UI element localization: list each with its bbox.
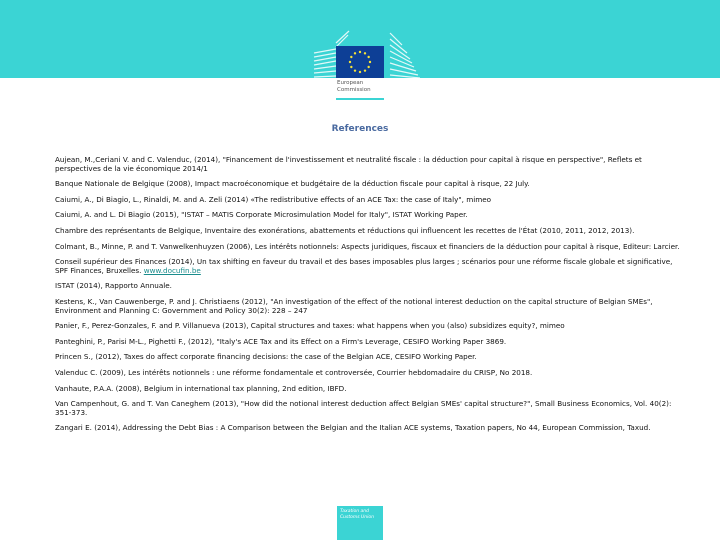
star-icon	[350, 56, 352, 58]
reference-item: Panteghini, P., Parisi M-L., Pighetti F., (2012), "Italy's ACE Tax and its Effect on a Firm's Leverage, CESIFO Working Paper 3869.	[55, 336, 507, 346]
footer-label-line: Taxation and	[340, 509, 369, 514]
reference-item: Chambre des représentants de Belgique, Inventaire des exonérations, abattements et réductions qui influencent les recettes de l'État (2010, 2011, 2012, 2013).	[55, 225, 635, 235]
star-icon	[354, 69, 356, 71]
star-icon	[367, 56, 369, 58]
reference-item: Colmant, B., Minne, P. and T. Vanwelkenhuyzen (2006), Les intérêts notionnels: Aspects juridiques, fiscaux et financiers de la déduction pour capital à risque, Editeur: Larcier.	[55, 241, 680, 251]
star-icon	[359, 71, 361, 73]
reference-item: Banque Nationale de Belgique (2008), Impact macroéconomique et budgétaire de la déduction fiscale pour capital à risque, 22 July.	[55, 179, 530, 189]
reference-item: Zangari E. (2014), Addressing the Debt Bias : A Comparison between the Belgian and the Italian ACE systems, Taxation papers, No 44, European Commission, Taxud.	[55, 423, 651, 433]
reference-item: Princen S., (2012), Taxes do affect corporate financing decisions: the case of the Belgian ACE, CESIFO Working Paper.	[55, 352, 477, 362]
eu-flag-logo	[336, 46, 384, 78]
star-icon	[350, 66, 352, 68]
footer-label-line: Customs Union	[340, 515, 375, 520]
star-icon	[359, 51, 361, 53]
reference-item: Van Campenhout, G. and T. Van Caneghem (2013), "How did the notional interest deduction affect Belgian SMEs' capital structure?", Small Business Economics, Vol. 40(2): 351-373.	[55, 399, 672, 417]
docufin-link[interactable]: www.docufin.be	[143, 265, 201, 275]
reference-text: Conseil supérieur des Finances (2014), Un tax shifting en faveur du travail et des bases imposables plus larges ; scénarios pour une réforme fiscale globale et significative, SPF Finances, Bruxelles.	[55, 257, 673, 275]
reference-list	[55, 156, 685, 440]
reference-item: ISTAT (2014), Rapporto Annuale.	[55, 281, 172, 291]
reference-item: Kestens, K., Van Cauwenberge, P. and J. Christiaens (2012), "An investigation of the effect of the notional interest deduction on the capital structure of Belgian SMEs", Environment and Planning C: Government and Policy 30(2): 228 – 247	[55, 296, 653, 315]
star-icon	[349, 61, 351, 63]
star-icon	[364, 52, 366, 54]
logo-text-line: European	[337, 80, 364, 86]
reference-item	[55, 258, 685, 275]
reference-item: Aujean, M.,Ceriani V. and C. Valenduc, (2014), "Financement de l'investissement et neutralité fiscale : la déduction pour capital à risque en perspective", Reflets et perspectives de la vie économique 2014/1	[55, 155, 642, 173]
reference-item: Panier, F., Perez-Gonzales, F. and P. Villanueva (2013), Capital structures and taxes: what happens when you (also) subsidizes equity?, mimeo	[55, 321, 565, 331]
star-icon	[369, 61, 371, 63]
star-icon	[367, 66, 369, 68]
reference-item: Vanhaute, P.A.A. (2008), Belgium in international tax planning, 2nd edition, IBFD.	[55, 383, 347, 393]
reference-item: Valenduc C. (2009), Les intérêts notionnels : une réforme fondamentale et controversée, Courrier hebdomadaire du CRISP, No 2018.	[55, 367, 533, 377]
star-icon	[354, 52, 356, 54]
logo-underline	[336, 98, 384, 100]
taxation-customs-union-badge	[337, 506, 383, 540]
logo-text-line: Commission	[337, 87, 371, 93]
page-title: References	[331, 124, 389, 134]
european-commission-label	[337, 80, 371, 94]
reference-item: Caiumi, A., Di Biagio, L., Rinaldi, M. and A. Zeli (2014) «The redistributive effects of an ACE Tax: the case of Italy", mimeo	[55, 194, 492, 204]
star-icon	[364, 69, 366, 71]
reference-item: Caiumi, A. and L. Di Biagio (2015), "ISTAT – MATIS Corporate Microsimulation Model for Italy", ISTAT Working Paper.	[55, 210, 468, 220]
